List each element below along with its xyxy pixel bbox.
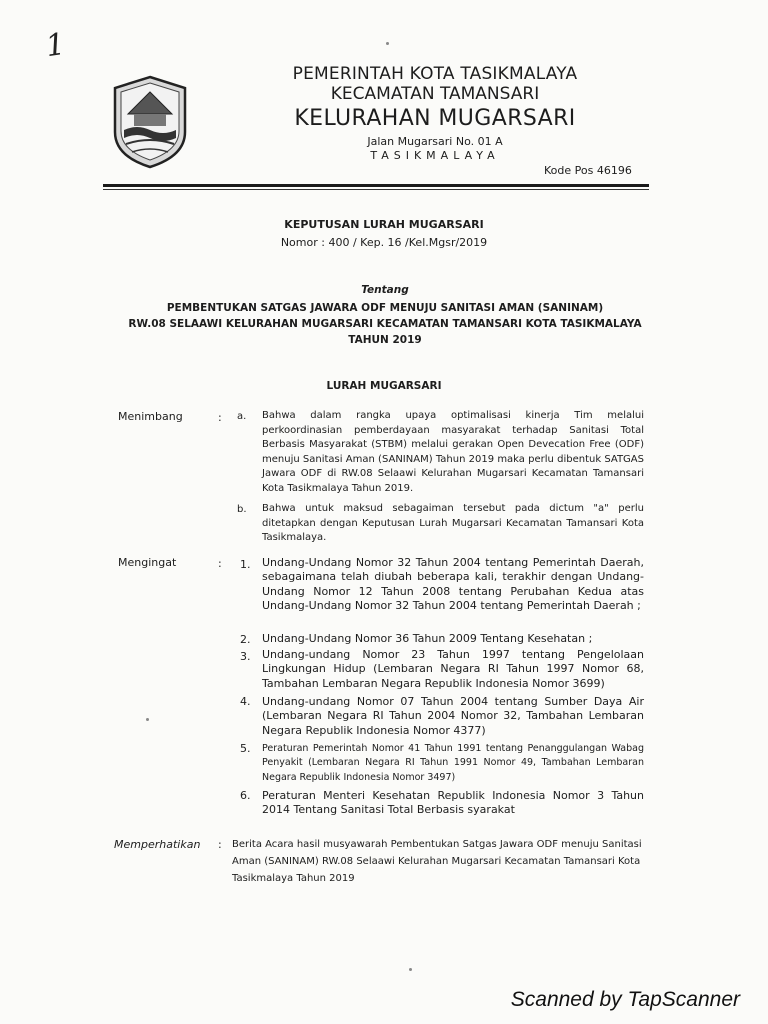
remembering-item-text: Undang-Undang Nomor 36 Tahun 2009 Tentang Kesehatan ; [262, 632, 593, 645]
scan-speck [386, 42, 389, 45]
about-line-2: RW.08 SELAAWI KELURAHAN MUGARSARI KECAMATAN TAMANSARI KOTA TASIKMALAYA [128, 318, 642, 330]
letterhead-district: KECAMATAN TAMANSARI [330, 84, 540, 104]
letterhead-village: KELURAHAN MUGARSARI [294, 106, 576, 131]
considering-label: Menimbang [118, 410, 183, 423]
considering-item-text: Bahwa dalam rangka upaya optimalisasi kinerja Tim melalui perkoordinasian pemberdayaan masyarakat terhadap Sanitasi Total Berbasis Masyarakat (STBM) melalui gerakan Open Devecation Free (ODF) menuju Sanitasi Aman (SANINAM) Tahun 2019 maka perlu dibentuk SATGAS Jawara ODF di RW.08 Selaawi Kelurahan Mugarsari Kecamatan Tamansari Kota Tasikmalaya Tahun 2019. [262, 410, 644, 494]
scan-speck [146, 718, 149, 721]
remembering-item-number: 1. [240, 558, 251, 571]
remembering-label: Mengingat [118, 556, 177, 569]
page-mark: 1 [43, 26, 68, 65]
remembering-item-number: 3. [240, 650, 251, 663]
about-label: Tentang [361, 284, 409, 296]
postal-code: Kode Pos 46196 [544, 164, 632, 177]
letterhead-address: Jalan Mugarsari No. 01 A [367, 135, 503, 148]
remembering-item-number: 2. [240, 633, 251, 646]
scanner-watermark: Scanned by TapScanner [510, 988, 740, 1011]
remembering-item-number: 4. [240, 695, 251, 708]
decree-title: KEPUTUSAN LURAH MUGARSARI [284, 218, 484, 231]
remembering-item-number: 5. [240, 742, 251, 755]
city-emblem-icon [110, 74, 190, 170]
letterhead-rule [103, 184, 649, 187]
remembering-item-text: Peraturan Pemerintah Nomor 41 Tahun 1991 tentang Penanggulangan Wabag Penyakit (Lembaran Negara RI Tahun 1991 Nomor 49, Tambahan Lembaran Negara Republik Indonesia Nomor 3497) [262, 743, 644, 783]
decree-number: Nomor : 400 / Kep. 16 /Kel.Mgsr/2019 [280, 236, 488, 249]
letterhead-rule-thin [103, 189, 649, 190]
remembering-item-text: Undang-Undang Nomor 32 Tahun 2004 tentang Pemerintah Daerah, sebagaimana telah diubah beberapa kali, terakhir dengan Undang- Undang Nomor 12 Tahun 2008 tentang Perubahan Kedua atas Undang-Undang Nomor 32 Tahun 2004 tentang Pemerintah Daerah ; [262, 556, 644, 612]
remembering-item-number: 6. [240, 789, 251, 802]
considering-item-text: Bahwa untuk maksud sebagaiman tersebut pada dictum "a" perlu ditetapkan dengan Keputusan Lurah Mugarsari Kecamatan Tamansari Kota Tasikmalaya. [262, 503, 644, 543]
letterhead-city: TASIKMALAYA [370, 149, 500, 162]
issuer-heading: LURAH MUGARSARI [326, 380, 442, 392]
noting-label: Memperhatikan [114, 838, 201, 851]
remembering-item-text: Undang-undang Nomor 07 Tahun 2004 tentang Sumber Daya Air (Lembaran Negara RI Tahun 2004 Nomor 32, Tambahan Lembaran Negara Republik Indonesia Nomor 4377) [262, 695, 644, 737]
noting-text: Berita Acara hasil musyawarah Pembentukan Satgas Jawara ODF menuju Sanitasi Aman (SANINAM) RW.08 Selaawi Kelurahan Mugarsari Kecamatan Tamansari Kota Tasikmalaya Tahun 2019 [232, 839, 642, 884]
about-line-3: TAHUN 2019 [348, 334, 422, 346]
remembering-colon: : [218, 557, 222, 570]
remembering-item-text: Peraturan Menteri Kesehatan Republik Indonesia Nomor 3 Tahun 2014 Tentang Sanitasi Total Berbasis syarakat [262, 789, 644, 817]
noting-colon: : [218, 838, 222, 851]
considering-colon: : [218, 411, 222, 424]
considering-item-mark: a. [237, 411, 247, 422]
considering-item-mark: b. [237, 504, 247, 515]
letterhead-government: PEMERINTAH KOTA TASIKMALAYA [292, 64, 578, 84]
remembering-item-text: Undang-undang Nomor 23 Tahun 1997 tentang Pengelolaan Lingkungan Hidup (Lembaran Negara RI Tahun 1997 Nomor 68, Tambahan Lembaran Negara Republik Indonesia Nomor 3699) [262, 648, 644, 690]
about-line-1: PEMBENTUKAN SATGAS JAWARA ODF MENUJU SANITASI AMAN (SANINAM) [166, 302, 604, 314]
scan-speck [409, 968, 412, 971]
letterhead [200, 58, 670, 162]
